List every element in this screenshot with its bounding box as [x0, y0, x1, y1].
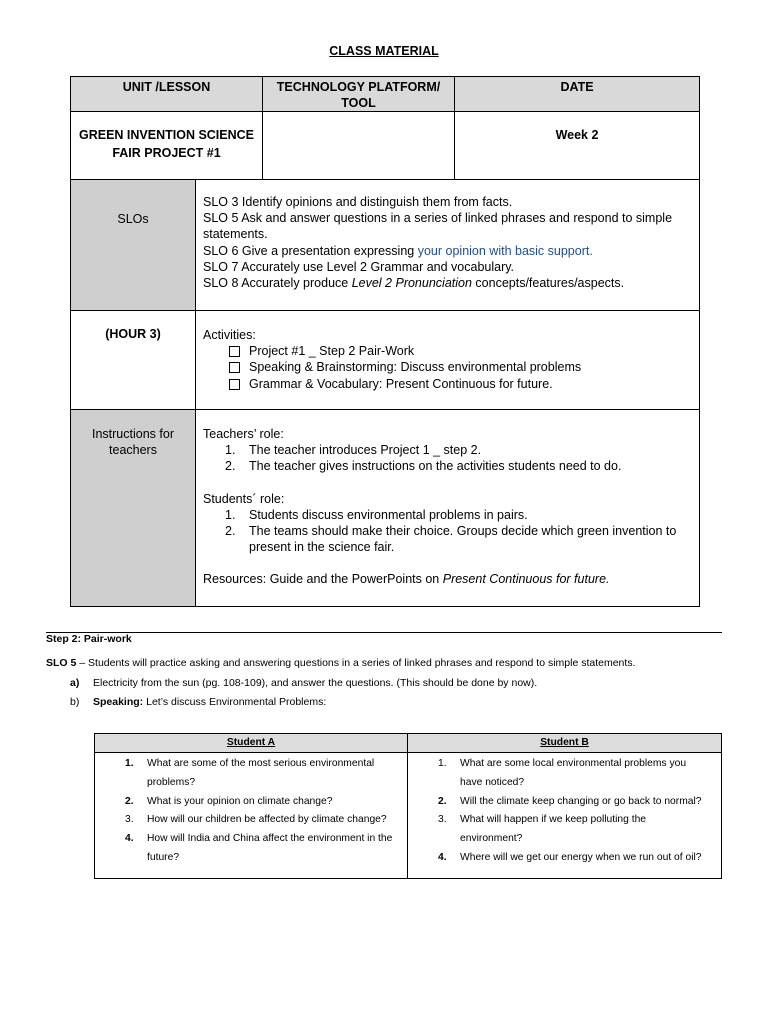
- teachers-role-list: [203, 442, 693, 474]
- list-item: 3. How will our children be affected by climate change?: [125, 814, 387, 826]
- step2-slo-line: SLO 5 – Students will practice asking and answering questions in a series of linked phrases and respond to simple statements.: [46, 657, 636, 669]
- step2-item-a: a) Electricity from the sun (pg. 108-109), and answer the questions. (This should be done by now).: [70, 677, 538, 689]
- list-item: 4. Where will we get our energy when we run out of oil?: [438, 851, 702, 863]
- slos-label: SLOs: [71, 180, 196, 311]
- slo-5: SLO 5 Ask and answer questions in a series of linked phrases and respond to simple statements.: [203, 211, 673, 242]
- checkbox-icon: [229, 379, 240, 390]
- technology-header: TECHNOLOGY PLATFORM/ TOOL: [263, 77, 455, 112]
- step2-title: Step 2: Pair-work: [46, 633, 132, 645]
- slos-row: [71, 180, 700, 311]
- list-item: 1. The teacher introduces Project 1 _ step 2.: [225, 443, 482, 458]
- lesson-name: GREEN INVENTION SCIENCE FAIR PROJECT #1: [71, 112, 263, 180]
- student-b-header: Student B: [408, 734, 722, 753]
- activity-item: Project #1 _ Step 2 Pair-Work: [203, 343, 693, 359]
- lesson-plan-table: [70, 76, 700, 607]
- lesson-date: Week 2: [455, 112, 700, 180]
- instructions-row: [71, 410, 700, 607]
- technology-value: [263, 112, 455, 180]
- activities-title: Activities:: [203, 328, 256, 342]
- list-item: 1. What are some local environmental problems you have noticed?: [438, 758, 687, 788]
- slos-content: [196, 180, 700, 311]
- checkbox-icon: [229, 362, 240, 373]
- activity-item: Grammar & Vocabulary: Present Continuous for future.: [203, 376, 693, 392]
- list-item: 1. What are some of the most serious environmental problems?: [125, 758, 375, 788]
- student-b-questions: [408, 753, 722, 879]
- list-item: 2. What is your opinion on climate change?: [125, 795, 333, 807]
- list-item: 4. How will India and China affect the environment in the future?: [125, 833, 393, 863]
- unit-lesson-header: UNIT /LESSON: [71, 77, 263, 112]
- date-header: DATE: [455, 77, 700, 112]
- instructions-content: [196, 410, 700, 607]
- table-header-row: [71, 77, 700, 112]
- list-item: 3. What will happen if we keep polluting the environment?: [438, 814, 647, 845]
- slo-6: SLO 6 Give a presentation expressing your opinion with basic support.: [203, 243, 593, 258]
- list-item: 2. The teams should make their choice. Groups decide which green invention to present in the science fair.: [225, 524, 677, 555]
- instructions-label: Instructions for teachers: [71, 410, 196, 607]
- slo-3: SLO 3 Identify opinions and distinguish them from facts.: [203, 195, 513, 209]
- list-item: 1. Students discuss environmental problems in pairs.: [225, 507, 528, 522]
- speaking-questions-table: [94, 733, 722, 879]
- slo-8: SLO 8 Accurately produce Level 2 Pronunciation concepts/features/aspects.: [203, 276, 625, 291]
- slo-6-highlight: your opinion with basic support.: [417, 243, 593, 258]
- slo-7: SLO 7 Accurately use Level 2 Grammar and vocabulary.: [203, 259, 515, 274]
- students-role-list: [203, 507, 693, 556]
- checkbox-icon: [229, 346, 240, 357]
- step2-item-b: b) Speaking: Let’s discuss Environmental Problems:: [70, 696, 327, 708]
- section-divider: [46, 632, 722, 633]
- lesson-row: [71, 112, 700, 180]
- list-item: 2. The teacher gives instructions on the activities students need to do.: [225, 459, 622, 474]
- resources-line: Resources: Guide and the PowerPoints on Present Continuous for future.: [203, 572, 610, 587]
- student-a-header: Student A: [95, 734, 408, 753]
- document-title: CLASS MATERIAL: [329, 44, 439, 58]
- activity-item: Speaking & Brainstorming: Discuss environmental problems: [203, 359, 693, 375]
- students-role-title: Students´ role:: [203, 491, 285, 506]
- hour-label: (HOUR 3): [71, 311, 196, 410]
- list-item: 2. Will the climate keep changing or go back to normal?: [438, 795, 702, 807]
- student-a-questions: [95, 753, 408, 879]
- hour-row: [71, 311, 700, 410]
- activities-list: [203, 343, 693, 392]
- activities-content: [196, 311, 700, 410]
- teachers-role-title: Teachers’ role:: [203, 427, 284, 441]
